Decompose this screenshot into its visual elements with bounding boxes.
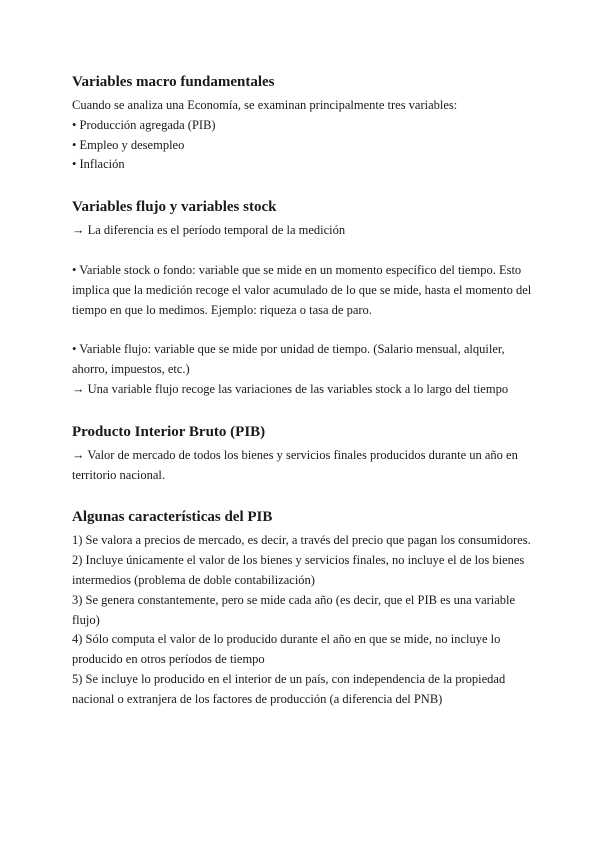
paragraph-line: ahorro, impuestos, etc.)	[72, 362, 190, 377]
list-item-continuation: nacional o extranjera de los factores de producción (a diferencia del PNB)	[72, 691, 443, 706]
document-page	[72, 72, 532, 710]
paragraph-line: • Variable flujo: variable que se mide por unidad de tiempo. (Salario mensual, alquiler,	[72, 342, 505, 357]
paragraph-line: implica que la medición recoge el valor acumulado de lo que se mide, hasta el momento del	[72, 282, 532, 297]
list-item: 5) Se incluye lo producido en el interior de un país, con independencia de la propiedad	[72, 671, 506, 686]
paragraph-line: • Variable stock o fondo: variable que se mide en un momento específico del tiempo. Esto	[72, 262, 522, 277]
list-item-continuation: producido en otros períodos de tiempo	[72, 652, 265, 667]
section-title-pib: Producto Interior Bruto (PIB)	[72, 423, 266, 440]
bullet-item: • Producción agregada (PIB)	[72, 117, 216, 132]
bullet-item: • Empleo y desempleo	[72, 137, 185, 152]
bullet-item: • Inflación	[72, 157, 125, 172]
list-item: 2) Incluye únicamente el valor de los bienes y servicios finales, no incluye el de los bienes	[72, 553, 525, 568]
paragraph-line: tiempo en que lo medimos. Ejemplo: riqueza o tasa de paro.	[72, 302, 372, 317]
section-spacer	[72, 175, 532, 197]
paragraph-line: → Una variable flujo recoge las variaciones de las variables stock a lo largo del tiempo	[72, 381, 509, 396]
paragraph-spacer	[72, 241, 532, 261]
list-item-continuation: intermedios (problema de doble contabilización)	[72, 572, 315, 587]
list-item: 1) Se valora a precios de mercado, es decir, a través del precio que pagan los consumidores.	[72, 533, 531, 548]
list-item: 3) Se genera constantemente, pero se mide cada año (es decir, que el PIB es una variable	[72, 592, 516, 607]
paragraph-line: → La diferencia es el período temporal de la medición	[72, 223, 346, 238]
paragraph-spacer	[72, 320, 532, 340]
section-title-flujo-stock: Variables flujo y variables stock	[72, 199, 277, 216]
paragraph-line: territorio nacional.	[72, 467, 166, 482]
paragraph-line: → Valor de mercado de todos los bienes y servicios finales producidos durante un año en	[72, 447, 518, 462]
list-item: 4) Sólo computa el valor de lo producido durante el año en que se mide, no incluye lo	[72, 632, 501, 647]
paragraph-line: Cuando se analiza una Economía, se examinan principalmente tres variables:	[72, 98, 458, 112]
section-title-caracteristicas: Algunas características del PIB	[72, 509, 273, 526]
section-spacer	[72, 485, 532, 507]
section-title-variables-macro: Variables macro fundamentales	[72, 74, 275, 90]
section-spacer	[72, 400, 532, 422]
list-item-continuation: flujo)	[72, 612, 100, 627]
